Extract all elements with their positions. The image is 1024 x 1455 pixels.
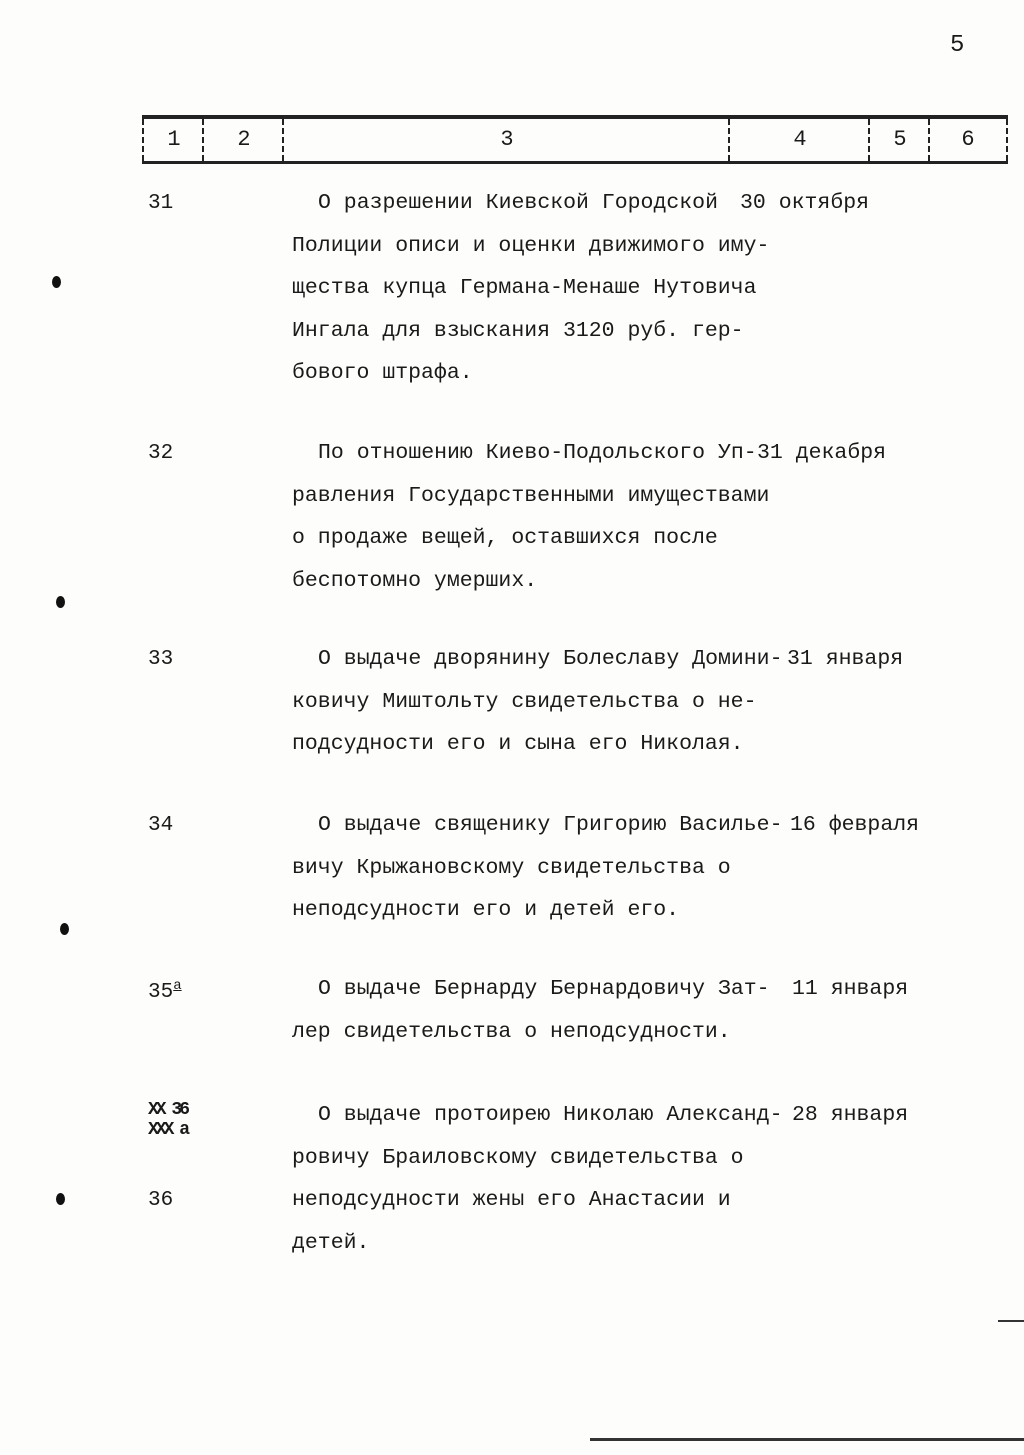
description-line: ковичу Миштольту свидетельства о не- [292, 689, 757, 714]
entry-description [292, 432, 769, 602]
entry-date: 31 декабря [757, 441, 887, 465]
entry-number-value: 31 [148, 192, 174, 215]
entry-date: 28 января [792, 1103, 909, 1127]
description-line: О выдаче дворянину Болеславу Домини- [318, 647, 783, 671]
struck-numbers [148, 1100, 187, 1140]
description-line: ровичу Браиловскому свидетельства о [292, 1145, 744, 1170]
entry-number [148, 814, 173, 837]
description-line: неподсудности жены его Анастасии и [292, 1188, 731, 1212]
entry-number-value: 35 [148, 981, 174, 1004]
entry-number-suffix: а [173, 978, 182, 994]
entry-number [148, 442, 173, 465]
description-line: неподсудности его и детей его. [292, 898, 680, 922]
page-edge-line [590, 1438, 1024, 1441]
description-line: По отношению Киево-Подольского Уп- [318, 441, 757, 465]
description-line: О выдаче Бернарду Бернардовичу Зат- [318, 977, 770, 1001]
entry-date: 30 октября [740, 191, 870, 215]
page-number: 5 [950, 32, 965, 59]
punch-hole-mark [56, 1193, 65, 1205]
entry-number [148, 648, 173, 671]
header-col-4: 4 [728, 119, 870, 161]
header-col-2: 2 [202, 119, 284, 161]
description-line: Ингала для взыскания 3120 руб. гер- [292, 318, 744, 343]
header-col-6: 6 [928, 119, 1008, 161]
entry-date: 11 января [792, 977, 909, 1001]
description-line: О выдаче священику Григорию Василье- [318, 813, 783, 837]
header-col-1: 1 [142, 119, 204, 161]
header-col-3: 3 [282, 119, 730, 161]
punch-hole-mark [56, 596, 65, 608]
table-header [142, 115, 1008, 164]
description-line: Полиции описи и оценки движимого иму- [292, 233, 770, 258]
description-line: беспотомно умерших. [292, 568, 538, 593]
entry-description [292, 804, 782, 932]
entry-date: 31 января [787, 647, 904, 671]
description-line: бового штрафа. [292, 361, 473, 385]
margin-mark [998, 1320, 1024, 1322]
description-line: щества купца Германа-Менаше Нутовича [292, 276, 757, 300]
entry-number-value: 32 [148, 442, 174, 465]
entry-description [292, 1094, 782, 1264]
description-line: вичу Крыжановскому свидетельства о [292, 855, 731, 880]
description-line: равления Государственными имуществами [292, 483, 770, 508]
struck-number: XX 36 [148, 1100, 188, 1120]
entry-number [148, 978, 182, 1004]
entry-number-value: 34 [148, 814, 174, 837]
punch-hole-mark [60, 923, 69, 935]
struck-number: XXX а [148, 1120, 188, 1140]
entry-number-value: 33 [148, 648, 174, 671]
description-line: подсудности его и сына его Николая. [292, 732, 744, 756]
punch-hole-mark [52, 276, 61, 288]
entry-description [292, 638, 782, 766]
description-line: О разрешении Киевской Городской [318, 191, 718, 215]
description-line: детей. [292, 1230, 370, 1255]
header-col-5: 5 [868, 119, 930, 161]
entry-date: 16 февраля [790, 813, 920, 837]
entry-description [292, 968, 770, 1053]
entry-number: 36 [148, 1189, 174, 1212]
description-line: о продаже вещей, оставшихся после [292, 526, 718, 550]
description-line: лер свидетельства о неподсудности. [292, 1019, 731, 1044]
description-line: О выдаче протоирею Николаю Александ- [318, 1103, 783, 1127]
entry-description [292, 182, 769, 395]
entry-number [148, 192, 173, 215]
